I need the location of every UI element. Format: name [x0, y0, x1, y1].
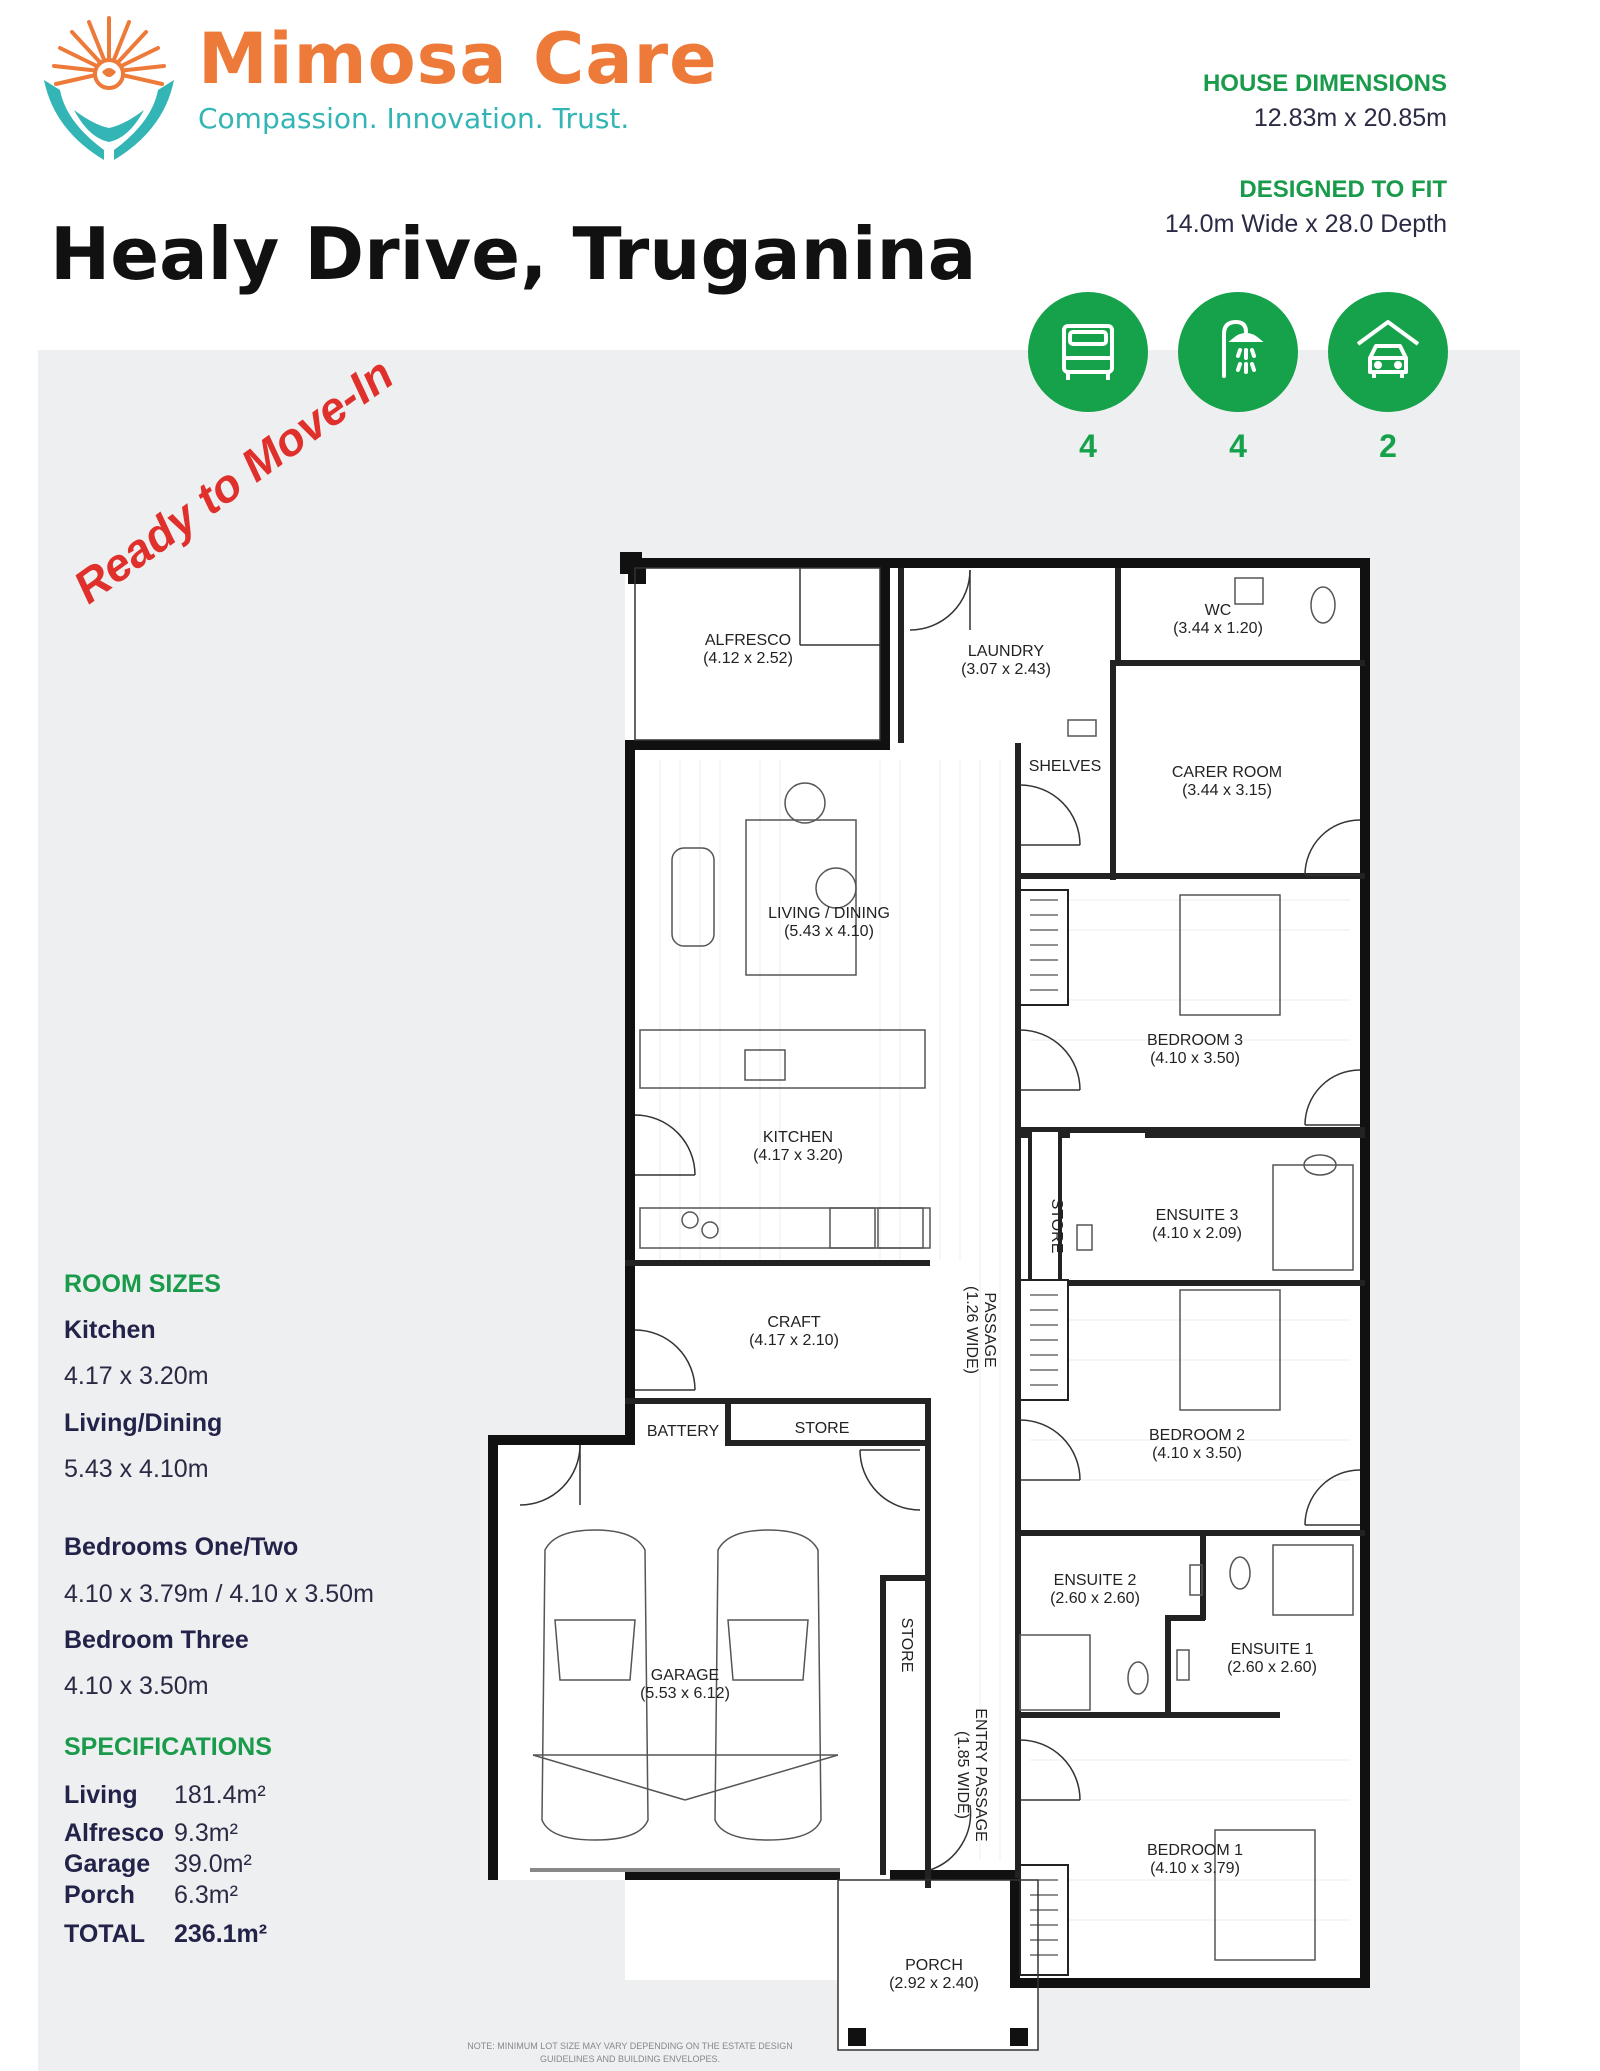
size-entry-passage: (1.85 WIDE) [954, 1730, 971, 1820]
size-passage: (1.26 WIDE) [963, 1285, 980, 1375]
label-garage: GARAGE [650, 1667, 720, 1684]
size-kitchen: (4.17 x 3.20) [753, 1147, 843, 1164]
size-bedroom-3: (4.10 x 3.50) [1150, 1050, 1240, 1067]
label-ensuite-2: ENSUITE 2 [1053, 1572, 1137, 1589]
house-dimensions-value: 12.83m x 20.85m [1253, 104, 1447, 132]
bathroom-count: 4 [1229, 428, 1247, 464]
spec-total-label: TOTAL [64, 1920, 146, 1948]
label-shelves: SHELVES [1028, 758, 1102, 775]
label-craft: CRAFT [767, 1314, 821, 1331]
size-alfresco: (4.12 x 2.52) [703, 650, 793, 667]
label-living-dining: LIVING / DINING [768, 905, 890, 922]
kitchen-size: 4.17 x 3.20m [64, 1362, 209, 1390]
size-ensuite-1: (2.60 x 2.60) [1227, 1659, 1317, 1676]
size-ensuite-3: (4.10 x 2.09) [1152, 1225, 1242, 1242]
living-dining-name: Living/Dining [64, 1409, 223, 1437]
spec-garage-label: Garage [64, 1850, 151, 1878]
label-ensuite-3: ENSUITE 3 [1155, 1207, 1239, 1224]
size-bedroom-2: (4.10 x 3.50) [1152, 1445, 1242, 1462]
garage-count: 2 [1379, 428, 1397, 464]
label-store-mid: STORE [794, 1420, 850, 1437]
size-living-dining: (5.43 x 4.10) [784, 923, 874, 940]
kitchen-name: Kitchen [64, 1316, 156, 1344]
label-laundry: LAUNDRY [967, 643, 1045, 660]
size-craft: (4.17 x 2.10) [749, 1332, 839, 1349]
spec-living-value: 181.4m² [174, 1781, 266, 1809]
bedroom-three-name: Bedroom Three [64, 1626, 249, 1654]
spec-total-value: 236.1m² [174, 1920, 268, 1948]
bedroom-count: 4 [1079, 428, 1097, 464]
brand-tagline: Compassion. Innovation. Trust. [198, 102, 630, 135]
room-sizes-heading: ROOM SIZES [64, 1270, 221, 1298]
spec-living-label: Living [64, 1781, 138, 1809]
size-garage: (5.53 x 6.12) [640, 1685, 730, 1702]
label-bedroom-3: BEDROOM 3 [1146, 1032, 1244, 1049]
label-bedroom-1: BEDROOM 1 [1146, 1842, 1244, 1859]
designed-to-fit-value: 14.0m Wide x 28.0 Depth [1164, 210, 1447, 238]
label-carer-room: CARER ROOM [1171, 764, 1283, 781]
brand-name: Mimosa Care [198, 18, 718, 100]
label-store-upper: STORE [1048, 1198, 1065, 1254]
page-title: Healy Drive, Truganina [50, 212, 977, 296]
label-passage: PASSAGE [981, 1292, 998, 1368]
label-porch: PORCH [905, 1957, 963, 1974]
size-porch: (2.92 x 2.40) [889, 1975, 979, 1992]
label-battery: BATTERY [646, 1423, 720, 1440]
spec-garage-value: 39.0m² [174, 1850, 252, 1878]
specifications-heading: SPECIFICATIONS [64, 1733, 272, 1761]
bedrooms-one-two-size: 4.10 x 3.79m / 4.10 x 3.50m [64, 1580, 374, 1608]
bedroom-three-size: 4.10 x 3.50m [64, 1672, 209, 1700]
label-ensuite-1: ENSUITE 1 [1230, 1641, 1314, 1658]
house-dimensions-label: HOUSE DIMENSIONS [1202, 70, 1447, 97]
designed-to-fit-label: DESIGNED TO FIT [1239, 176, 1447, 203]
spec-alfresco-value: 9.3m² [174, 1819, 238, 1847]
spec-alfresco-label: Alfresco [64, 1819, 165, 1847]
ready-to-move-in-badge: Ready to Move-In [63, 347, 403, 614]
spec-porch-label: Porch [64, 1881, 135, 1909]
label-kitchen: KITCHEN [762, 1129, 834, 1146]
label-bedroom-2: BEDROOM 2 [1148, 1427, 1246, 1444]
bedrooms-one-two-name: Bedrooms One/Two [64, 1533, 299, 1561]
label-wc: WC [1204, 602, 1232, 619]
size-carer-room: (3.44 x 3.15) [1182, 782, 1272, 799]
footnote: NOTE: MINIMUM LOT SIZE MAY VARY DEPENDING ON THE ESTATE DESIGN GUIDELINES AND BUILDING ENVELOPES. [467, 2041, 793, 2064]
size-wc: (3.44 x 1.20) [1173, 620, 1263, 637]
size-bedroom-1: (4.10 x 3.79) [1150, 1860, 1240, 1877]
label-alfresco: ALFRESCO [704, 632, 792, 649]
label-entry-passage: ENTRY PASSAGE [972, 1708, 989, 1842]
living-dining-size: 5.43 x 4.10m [64, 1455, 209, 1483]
label-store-garage: STORE [898, 1617, 915, 1673]
size-laundry: (3.07 x 2.43) [961, 661, 1051, 678]
spec-porch-value: 6.3m² [174, 1881, 238, 1909]
size-ensuite-2: (2.60 x 2.60) [1050, 1590, 1140, 1607]
